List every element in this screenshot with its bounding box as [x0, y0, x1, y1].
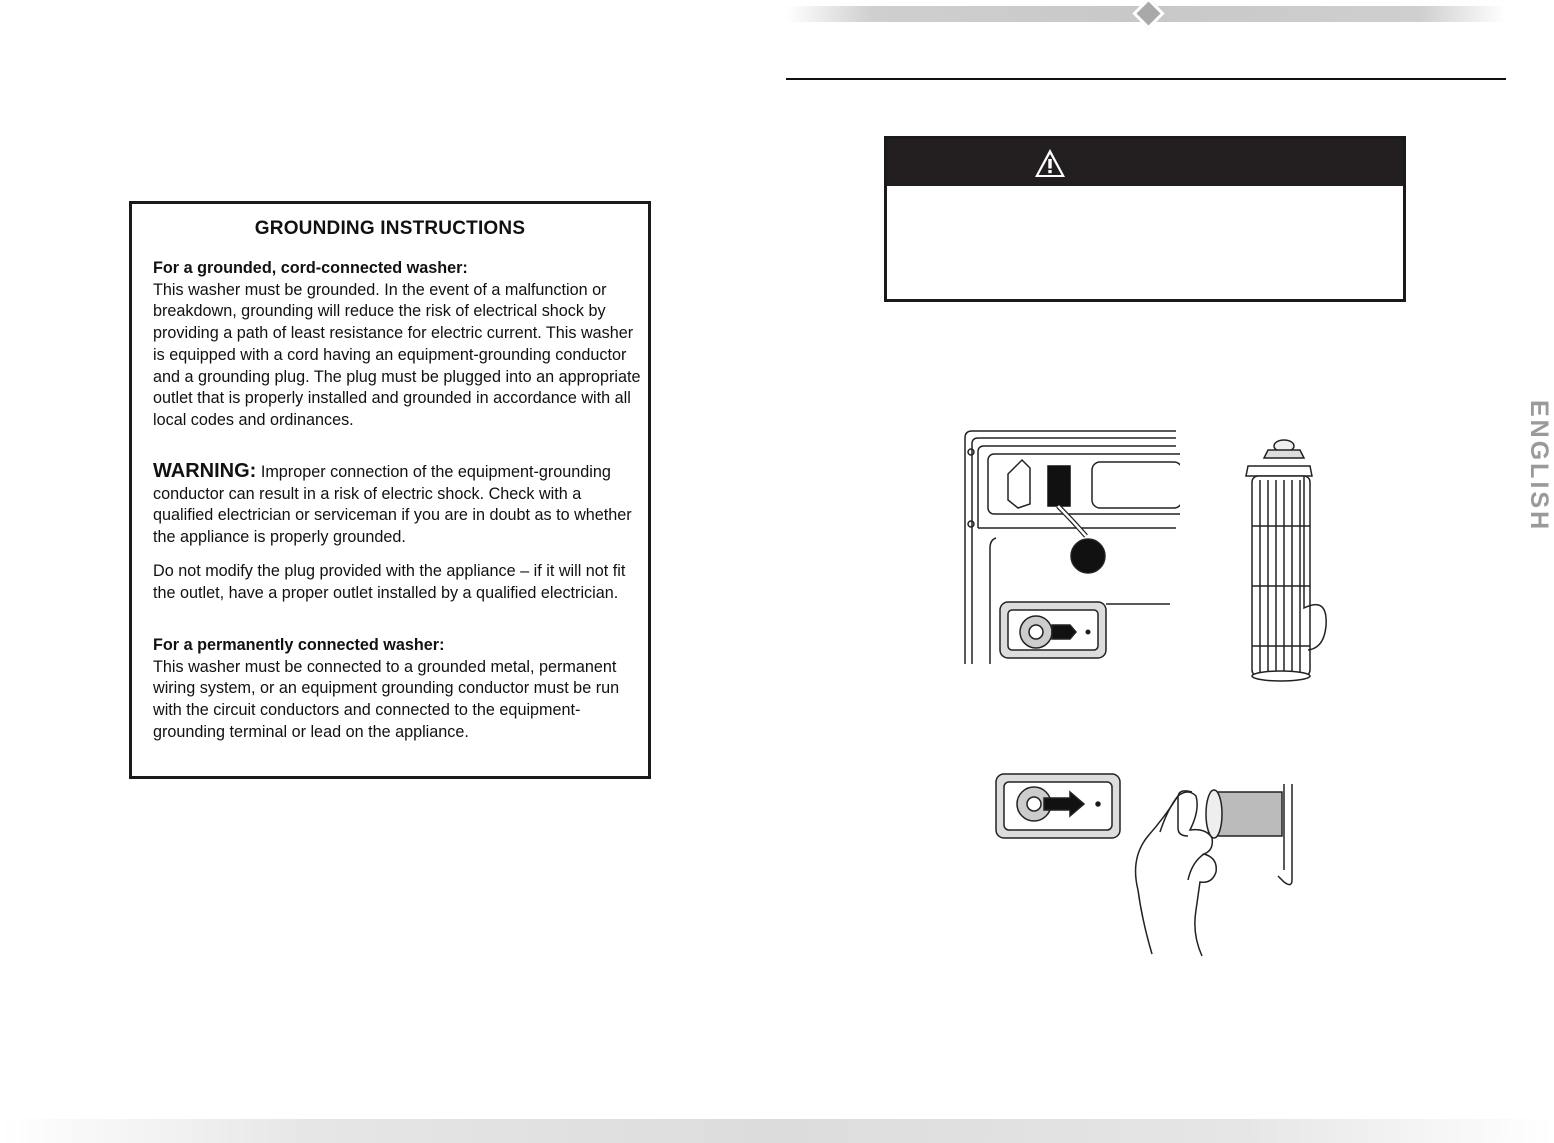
permanent-heading: For a permanently connected washer: — [153, 636, 445, 654]
modify-plug-body: Do not modify the plug provided with the appliance – if it will not fit the outlet, have a proper outlet installed by a qualified electrician. — [153, 562, 626, 602]
pump-filter-illustration — [1238, 436, 1338, 686]
washer-access-panel-illustration — [960, 428, 1180, 668]
grounding-instructions-box — [129, 201, 651, 779]
modify-plug-section — [153, 561, 643, 604]
cord-connected-section — [153, 258, 643, 432]
cord-connected-heading: For a grounded, cord-connected washer: — [153, 259, 468, 277]
header-rule — [786, 78, 1506, 80]
permanent-body: This washer must be connected to a grounded metal, permanent wiring system, or an equipment grounding conductor must be run with the circuit conductors and connected to the equipment-grounding terminal or lead on the appliance. — [153, 657, 620, 741]
warning-section — [153, 461, 643, 549]
warning-body: Improper connection of the equipment-grounding conductor can result in a risk of electric shock. Check with a qualified electrician or serviceman if you are in doubt as to whether the appliance is properly grounded. — [153, 463, 632, 547]
top-diamond-ornament — [1132, 0, 1165, 30]
cord-connected-body: This washer must be grounded. In the event of a malfunction or breakdown, grounding will reduce the risk of electrical shock by providing a path of least resistance for electric current. This washer is equipped with a cord having an equipment-grounding conductor and a grounding plug. The plug must be plugged into an appropriate outlet that is properly installed and grounded in accordance with all local codes and ordinances. — [153, 280, 641, 429]
grounding-title: GROUNDING INSTRUCTIONS — [254, 218, 526, 239]
language-side-label: ENGLISH — [1525, 400, 1553, 533]
warning-triangle-icon — [1033, 147, 1067, 179]
permanent-connection-section — [153, 635, 643, 744]
bottom-decorative-bar — [0, 1119, 1554, 1143]
warning-box — [884, 136, 1406, 302]
warning-lead: WARNING: — [153, 460, 257, 482]
hand-removing-filter-illustration — [992, 770, 1312, 960]
warning-header-bar — [887, 139, 1403, 186]
